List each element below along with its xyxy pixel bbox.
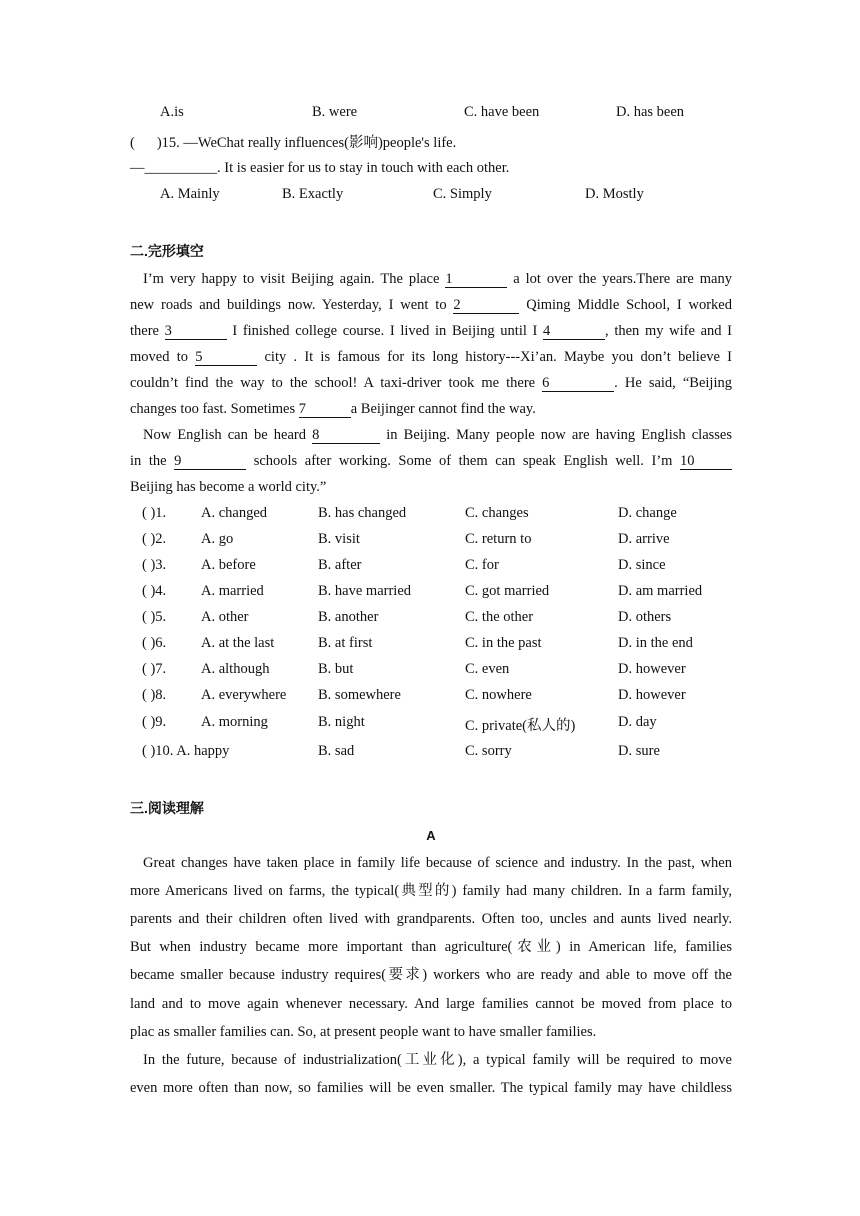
option-c: C. private(私人的) [465,718,576,734]
option-b: B. visit [318,531,360,547]
option-b: B. but [318,661,354,677]
option-c: C. in the past [465,635,542,651]
option-d: D. has been [616,104,685,120]
question-number: ( )10. A. happy [142,743,230,759]
option-b: B. were [312,104,358,120]
blank-4[interactable]: 4 [543,324,605,340]
option-d: D. in the end [618,635,693,651]
question-number: ( )2. [142,531,167,547]
option-c: C. even [465,661,510,677]
question-number: ( )3. [142,557,167,573]
option-b: B. sad [318,743,355,759]
option-a: A. at the last [201,635,275,651]
blank-3[interactable]: 3 [165,324,227,340]
blank-5[interactable]: 5 [195,350,257,366]
cloze-question-row [130,531,732,555]
cloze-question-row [130,661,732,685]
section-title-reading: 三.阅读理解 [130,800,204,816]
option-c: C. the other [465,609,534,625]
passage-line: I’m very happy to visit Beijing again. The place 1 a lot over the years.There are many [143,271,732,287]
option-b: B. at first [318,635,373,651]
option-a: A. married [201,583,264,599]
option-c: C. Simply [433,186,492,202]
passage-line: new roads and buildings now. Yesterday, I went to 2 Qiming Middle School, I worked [130,297,732,313]
option-c: C. sorry [465,743,512,759]
option-c: C. return to [465,531,532,547]
option-c: C. have been [464,104,540,120]
option-c: C. changes [465,505,529,521]
option-a: A.is [160,104,184,120]
option-d: D. day [618,714,657,730]
option-a: A. everywhere [201,687,287,703]
blank-7[interactable]: 7 [299,402,351,418]
option-a: A. other [201,609,249,625]
passage-line: Beijing has become a world city.” [130,479,327,495]
cloze-question-row [130,743,732,767]
option-b: B. Exactly [282,186,344,202]
blank-1[interactable]: 1 [445,272,507,288]
option-d: D. since [618,557,666,573]
passage-line: in the 9 schools after working. Some of them can speak English well. I’m 10 [130,448,732,474]
section-title-cloze: 二.完形填空 [130,243,204,259]
passage-line: changes too fast. Sometimes 7 a Beijinger cannot find the way. [130,401,536,417]
option-d: D. sure [618,743,660,759]
question-number: ( )4. [142,583,167,599]
blank-6[interactable]: 6 [542,376,614,392]
option-b: B. has changed [318,505,407,521]
option-d: D. change [618,505,677,521]
cloze-question-row [130,687,732,711]
option-c: C. for [465,557,499,573]
passage-line: there 3 I finished college course. I lived in Beijing until I 4 , then my wife and I [130,323,733,339]
reading-passage-a: Great changes have taken place in family life because of science and industry. In the past, when more Americans lived on farms, the typical(典型的) family had many children. In a farm family, parents and their children often lived with grandparents. Often too, uncles and aunts lived nearly. But when industry became more important than agriculture(农业) in American life, families became smaller because industry requires(要求) workers who are ready and able to move off the land and to move again whenever necessary. And large families cannot be moved from place to plac as smaller families can. So, at present people want to have smaller families. In the future, because of industrialization(工业化), a typical family will be required to move even more often than now, so families will be even smaller. The typical family may have childless [130,855,732,1096]
question-number: ( )7. [142,661,167,677]
passage-label: A [426,828,436,843]
blank-9[interactable]: 9 [174,454,246,470]
blank-8[interactable]: 8 [312,428,380,444]
option-c: C. nowhere [465,687,532,703]
option-a: A. before [201,557,256,573]
option-b: B. night [318,714,365,730]
blank-10[interactable]: 10 [680,454,732,470]
option-d: D. others [618,609,672,625]
option-d: D. however [618,661,686,677]
option-d: D. however [618,687,686,703]
option-a: A. go [201,531,234,547]
cloze-question-row [130,557,732,581]
question-number: ( )6. [142,635,167,651]
answer-bracket: ( [130,135,135,151]
option-a: A. morning [201,714,268,730]
cloze-question-row [130,714,732,738]
option-c: C. got married [465,583,550,599]
option-a: A. changed [201,505,268,521]
option-a: A. Mainly [160,186,220,202]
q15-options [130,186,732,210]
passage-line: Now English can be heard 8 in Beijing. Many people now are having English classes [143,427,732,443]
blank-2[interactable]: 2 [453,298,519,314]
question-number: ( )8. [142,687,167,703]
question-number: ( )1. [142,505,167,521]
cloze-question-row [130,583,732,607]
option-d: D. arrive [618,531,670,547]
option-a: A. although [201,661,270,677]
passage-line: moved to 5 city . It is famous for its long history---Xi’an. Maybe you don’t believe I [130,349,733,365]
cloze-question-row [130,635,732,659]
cloze-passage [130,266,732,500]
passage-line: couldn’t find the way to the school! A taxi-driver took me there 6 . He said, “Beijing [130,375,732,391]
option-b: B. have married [318,583,412,599]
question-number: ( )5. [142,609,167,625]
cloze-question-row [130,609,732,633]
option-d: D. am married [618,583,703,599]
cloze-question-row [130,505,732,529]
q15-answer-line: —__________. It is easier for us to stay in touch with each other. [130,160,510,176]
question-number: ( )9. [142,714,167,730]
q14-options [130,104,732,128]
option-d: D. Mostly [585,186,644,202]
option-b: B. after [318,557,362,573]
q15-question [130,131,456,152]
option-b: B. another [318,609,379,625]
option-b: B. somewhere [318,687,401,703]
q15-text: )15. —WeChat really influences(影响)people's life. [156,135,457,151]
